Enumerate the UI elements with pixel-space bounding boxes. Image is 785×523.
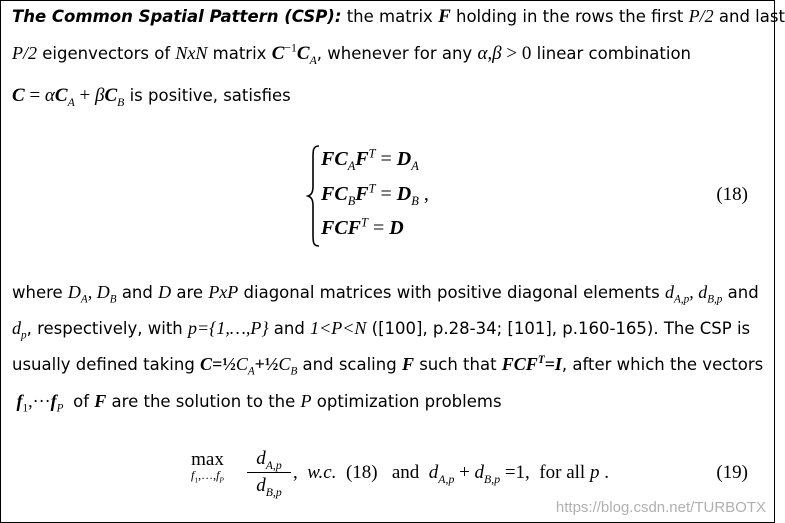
csp-definition: $C=\frac{1}{2}C_A+\frac{1}{2}C_B$ — [200, 354, 298, 378]
equation-number-19: (19) — [716, 462, 748, 483]
para1-line1: The Common Spatial Pattern (CSP): the matrix F holding in the rows the first P/2 and last — [12, 6, 785, 27]
para2-line3: usually defined taking $C=\frac{1}{2}C_A+\frac{1}{2}C_B$ and scaling F such that $FCF^T=I$, after which the vectors — [12, 354, 764, 378]
equation-number-18: (18) — [716, 184, 748, 205]
equation-19-constraint: , w.c. (18) and $d_{A,p} + d_{B,p} =1$, for all p . — [293, 462, 609, 486]
equation-row-3: $FCF^T = D$ — [321, 215, 404, 239]
identity-condition: $FCF^T=I$ — [501, 354, 562, 374]
para2-line1: where $D_A$, $D_B$ and D are PxP diagonal matrices with positive diagonal elements $d_{A,p}$, $d_{B,p}$ and — [12, 282, 759, 306]
equation-row-1: $FC_AF^T = D_A$ — [321, 146, 419, 173]
matrix-cinv-ca: $C^{-1}C_A$ — [271, 41, 317, 67]
para1-line2: P/2 eigenvectors of NxN matrix $C^{-1}C_A$, whenever for any α,β > 0 linear combination — [12, 41, 691, 67]
max-operator: max $f_1,\dots,f_P$ — [191, 449, 224, 485]
vectors-f1-fp: $f_1,\cdot\cdot\cdot f_P$ — [16, 391, 64, 415]
ratio-fraction: $d_{A,p}$ $d_{B,p}$ — [247, 448, 291, 497]
equation-row-2: $FC_BF^T = D_B$ , — [321, 181, 429, 208]
watermark-text: https://blog.csdn.net/TURBOTX — [555, 499, 766, 516]
alpha-beta-condition: α,β > 0 — [477, 43, 532, 64]
equation-system-18 — [307, 144, 527, 248]
para2-line4: $f_1,\cdot\cdot\cdot f_P$ of F are the solution to the P optimization problems — [12, 390, 764, 413]
left-brace-icon — [307, 144, 321, 248]
csp-title: The Common Spatial Pattern (CSP): — [12, 7, 342, 26]
para1-line3: $C = \alpha C_A + \beta C_B$ is positive, satisfies — [12, 85, 291, 109]
para2-line2: $d_p$, respectively, with p={1,…,P} and 1<P<N ([100], p.28-34; [101], p.160-165). The CSP is — [12, 318, 751, 342]
combination-formula: $C = \alpha C_A + \beta C_B$ — [12, 85, 125, 109]
